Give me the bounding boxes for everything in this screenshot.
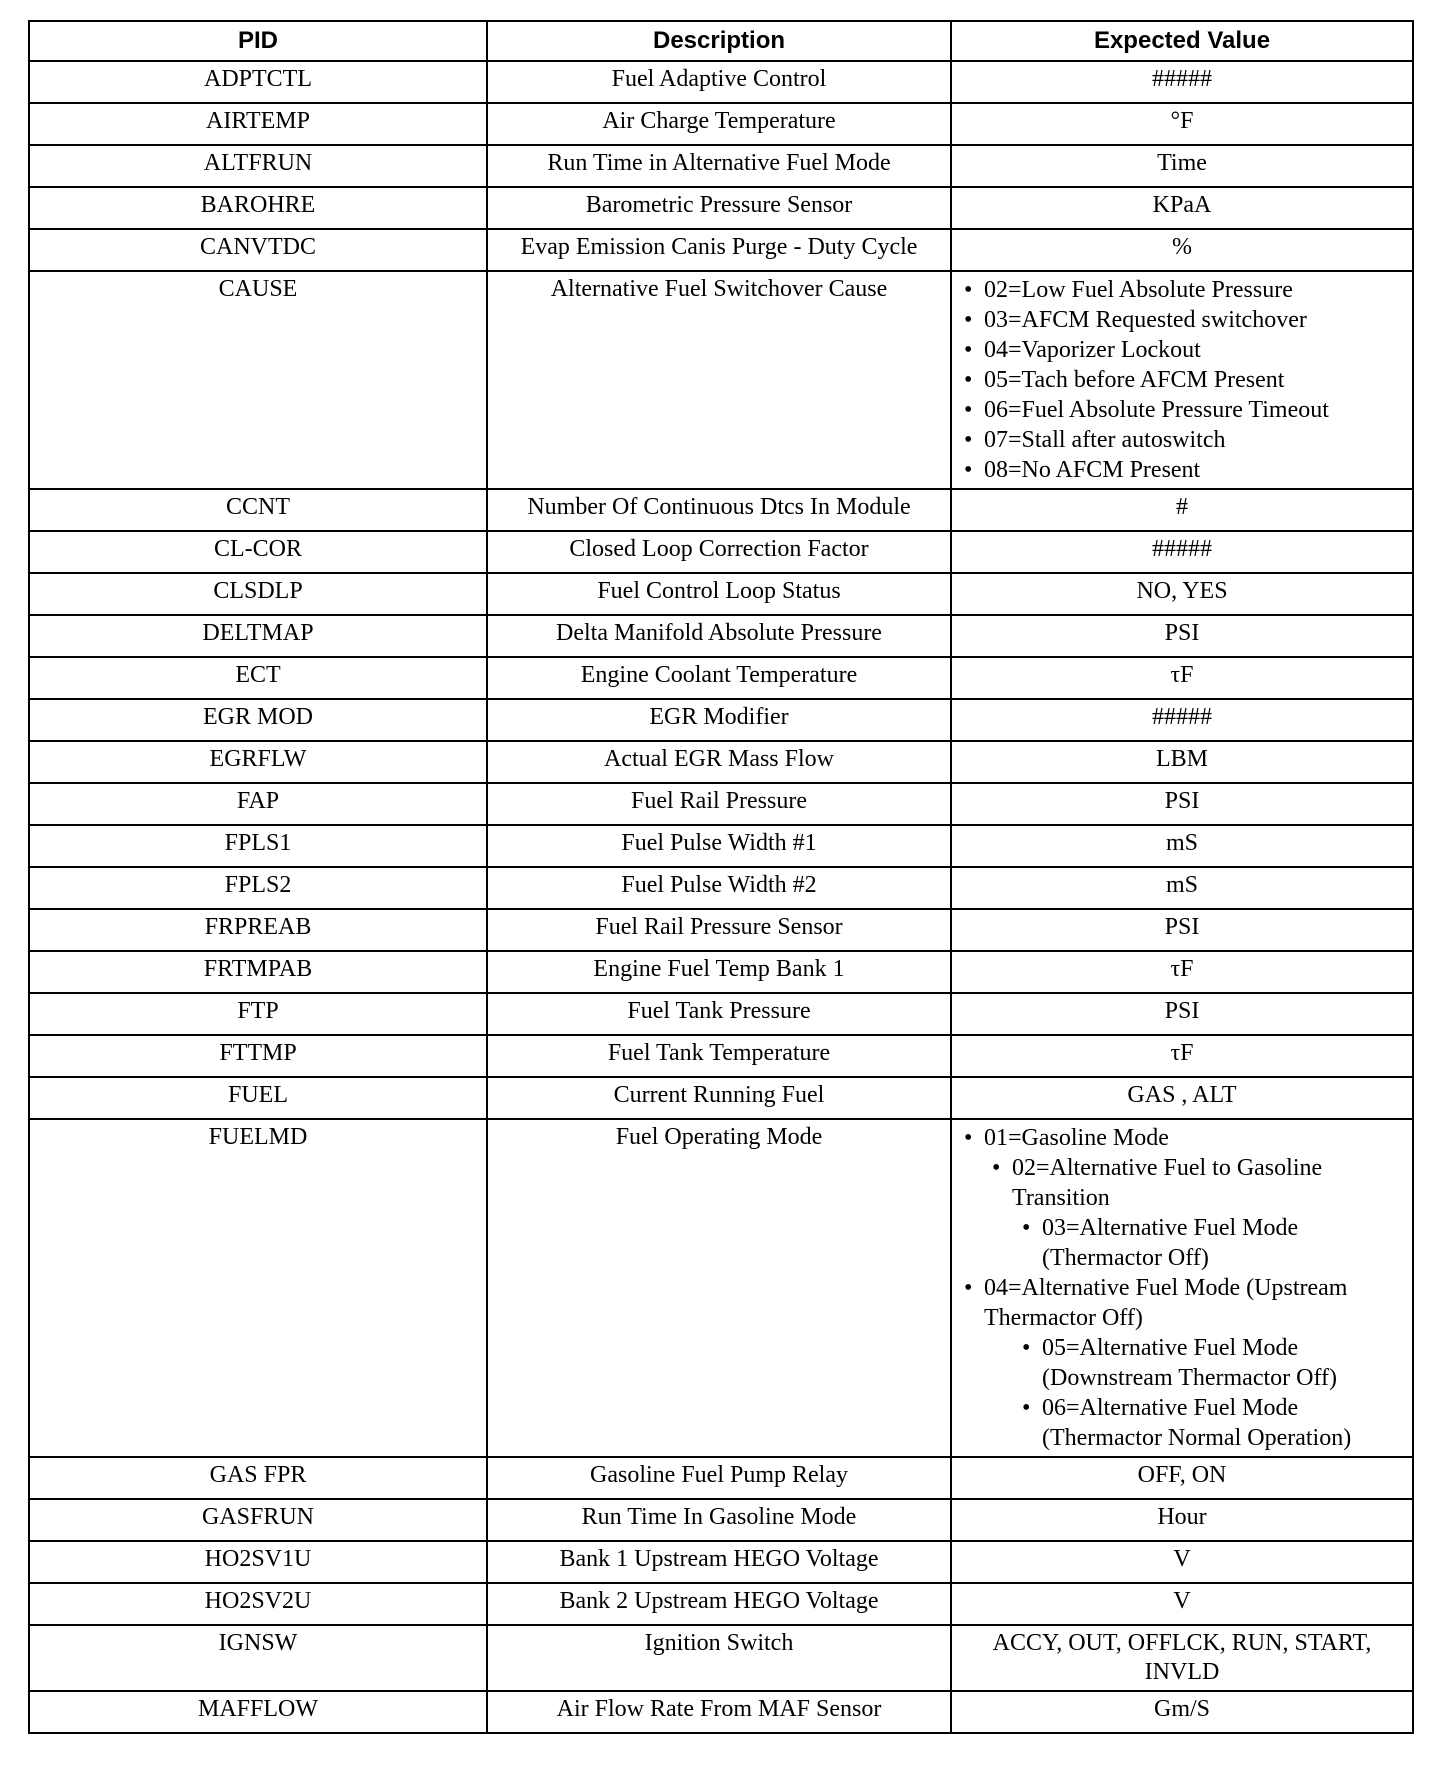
expected-value-cell: PSI [951, 909, 1413, 951]
expected-value-item: • 05=Tach before AFCM Present [962, 365, 1406, 395]
table-row [29, 699, 1413, 741]
table-header [29, 21, 1413, 61]
description-cell: Fuel Rail Pressure [487, 783, 951, 825]
pid-cell: CCNT [29, 489, 487, 531]
description-cell: Current Running Fuel [487, 1077, 951, 1119]
pid-cell: ALTFRUN [29, 145, 487, 187]
table-row [29, 187, 1413, 229]
description-cell: Bank 1 Upstream HEGO Voltage [487, 1541, 951, 1583]
description-cell: Gasoline Fuel Pump Relay [487, 1457, 951, 1499]
header-pid: PID [29, 21, 487, 61]
description-cell: Engine Fuel Temp Bank 1 [487, 951, 951, 993]
pid-table [28, 20, 1414, 1734]
pid-cell: ADPTCTL [29, 61, 487, 103]
expected-value-item: • 02=Alternative Fuel to Gasoline Transition [990, 1153, 1406, 1213]
expected-value-cell: ACCY, OUT, OFFLCK, RUN, START, INVLD [951, 1625, 1413, 1691]
pid-cell: EGRFLW [29, 741, 487, 783]
pid-cell: FRTMPAB [29, 951, 487, 993]
pid-cell: CAUSE [29, 271, 487, 489]
table-row [29, 1119, 1413, 1457]
expected-value-cell: Time [951, 145, 1413, 187]
table-row [29, 573, 1413, 615]
description-cell: Closed Loop Correction Factor [487, 531, 951, 573]
expected-value-cell: ##### [951, 531, 1413, 573]
expected-value-cell: τF [951, 657, 1413, 699]
header-description: Description [487, 21, 951, 61]
description-cell: Barometric Pressure Sensor [487, 187, 951, 229]
header-expected-value: Expected Value [951, 21, 1413, 61]
description-cell: Run Time in Alternative Fuel Mode [487, 145, 951, 187]
table-row [29, 531, 1413, 573]
expected-value-cell: °F [951, 103, 1413, 145]
expected-value-item: • 04=Vaporizer Lockout [962, 335, 1406, 365]
expected-value-cell: GAS , ALT [951, 1077, 1413, 1119]
expected-value-cell [951, 1119, 1413, 1457]
pid-cell: FRPREAB [29, 909, 487, 951]
header-row [29, 21, 1413, 61]
pid-cell: IGNSW [29, 1625, 487, 1691]
description-cell: Number Of Continuous Dtcs In Module [487, 489, 951, 531]
expected-value-cell: NO, YES [951, 573, 1413, 615]
pid-cell: EGR MOD [29, 699, 487, 741]
table-row [29, 61, 1413, 103]
table-row [29, 825, 1413, 867]
table-row [29, 489, 1413, 531]
expected-value-cell: LBM [951, 741, 1413, 783]
description-cell: Fuel Tank Pressure [487, 993, 951, 1035]
expected-value-item: • 08=No AFCM Present [962, 455, 1406, 485]
pid-cell: DELTMAP [29, 615, 487, 657]
description-cell: Actual EGR Mass Flow [487, 741, 951, 783]
table-row [29, 1499, 1413, 1541]
expected-value-item: • 03=AFCM Requested switchover [962, 305, 1406, 335]
table-row [29, 1691, 1413, 1733]
table-row [29, 1625, 1413, 1691]
pid-cell: CLSDLP [29, 573, 487, 615]
pid-cell: FPLS1 [29, 825, 487, 867]
pid-cell: GASFRUN [29, 1499, 487, 1541]
table-row [29, 615, 1413, 657]
table-row [29, 867, 1413, 909]
description-cell: Fuel Adaptive Control [487, 61, 951, 103]
expected-value-cell: % [951, 229, 1413, 271]
description-cell: Fuel Tank Temperature [487, 1035, 951, 1077]
pid-cell: HO2SV2U [29, 1583, 487, 1625]
expected-value-cell: mS [951, 867, 1413, 909]
expected-value-cell: Hour [951, 1499, 1413, 1541]
expected-value-cell: Gm/S [951, 1691, 1413, 1733]
description-cell: Engine Coolant Temperature [487, 657, 951, 699]
table-row [29, 909, 1413, 951]
table-row [29, 229, 1413, 271]
table-body [29, 61, 1413, 1733]
expected-value-item: • 05=Alternative Fuel Mode (Downstream Thermactor Off) [1020, 1333, 1406, 1393]
description-cell: Fuel Pulse Width #2 [487, 867, 951, 909]
table-row [29, 993, 1413, 1035]
expected-value-cell: PSI [951, 993, 1413, 1035]
table-row [29, 1457, 1413, 1499]
pid-cell: GAS FPR [29, 1457, 487, 1499]
pid-cell: CANVTDC [29, 229, 487, 271]
table-row [29, 145, 1413, 187]
pid-cell: FAP [29, 783, 487, 825]
table-row [29, 1077, 1413, 1119]
description-cell: Evap Emission Canis Purge - Duty Cycle [487, 229, 951, 271]
pid-cell: CL-COR [29, 531, 487, 573]
table-row [29, 1541, 1413, 1583]
description-cell: Fuel Operating Mode [487, 1119, 951, 1457]
expected-value-list [962, 275, 1406, 485]
description-cell: Fuel Pulse Width #1 [487, 825, 951, 867]
pid-cell: MAFFLOW [29, 1691, 487, 1733]
table-row [29, 1035, 1413, 1077]
pid-cell: FTP [29, 993, 487, 1035]
pid-cell: FUELMD [29, 1119, 487, 1457]
description-cell: Fuel Rail Pressure Sensor [487, 909, 951, 951]
expected-value-cell: V [951, 1583, 1413, 1625]
table-row [29, 1583, 1413, 1625]
description-cell: Bank 2 Upstream HEGO Voltage [487, 1583, 951, 1625]
description-cell: Delta Manifold Absolute Pressure [487, 615, 951, 657]
pid-cell: AIRTEMP [29, 103, 487, 145]
table-row [29, 951, 1413, 993]
description-cell: EGR Modifier [487, 699, 951, 741]
pid-cell: ECT [29, 657, 487, 699]
expected-value-cell: PSI [951, 615, 1413, 657]
expected-value-cell: # [951, 489, 1413, 531]
table-row [29, 783, 1413, 825]
expected-value-cell: ##### [951, 61, 1413, 103]
expected-value-cell: mS [951, 825, 1413, 867]
description-cell: Air Flow Rate From MAF Sensor [487, 1691, 951, 1733]
pid-cell: HO2SV1U [29, 1541, 487, 1583]
expected-value-cell: OFF, ON [951, 1457, 1413, 1499]
expected-value-cell: ##### [951, 699, 1413, 741]
description-cell: Air Charge Temperature [487, 103, 951, 145]
pid-cell: FTTMP [29, 1035, 487, 1077]
description-cell: Run Time In Gasoline Mode [487, 1499, 951, 1541]
pid-cell: FPLS2 [29, 867, 487, 909]
expected-value-cell: τF [951, 1035, 1413, 1077]
expected-value-item: • 01=Gasoline Mode [962, 1123, 1406, 1153]
expected-value-item: • 07=Stall after autoswitch [962, 425, 1406, 455]
expected-value-item: • 06=Fuel Absolute Pressure Timeout [962, 395, 1406, 425]
table-row [29, 741, 1413, 783]
expected-value-cell [951, 271, 1413, 489]
description-cell: Ignition Switch [487, 1625, 951, 1691]
expected-value-item: • 06=Alternative Fuel Mode (Thermactor Normal Operation) [1020, 1393, 1406, 1453]
expected-value-item: • 02=Low Fuel Absolute Pressure [962, 275, 1406, 305]
description-cell: Fuel Control Loop Status [487, 573, 951, 615]
expected-value-cell: V [951, 1541, 1413, 1583]
pid-cell: BAROHRE [29, 187, 487, 229]
table-row [29, 103, 1413, 145]
expected-value-cell: PSI [951, 783, 1413, 825]
table-row [29, 271, 1413, 489]
description-cell: Alternative Fuel Switchover Cause [487, 271, 951, 489]
expected-value-cell: τF [951, 951, 1413, 993]
expected-value-item: • 03=Alternative Fuel Mode (Thermactor Off) [1020, 1213, 1406, 1273]
expected-value-item: • 04=Alternative Fuel Mode (Upstream Thermactor Off) [962, 1273, 1406, 1333]
expected-value-cell: KPaA [951, 187, 1413, 229]
expected-value-list [962, 1123, 1406, 1453]
table-row [29, 657, 1413, 699]
pid-cell: FUEL [29, 1077, 487, 1119]
